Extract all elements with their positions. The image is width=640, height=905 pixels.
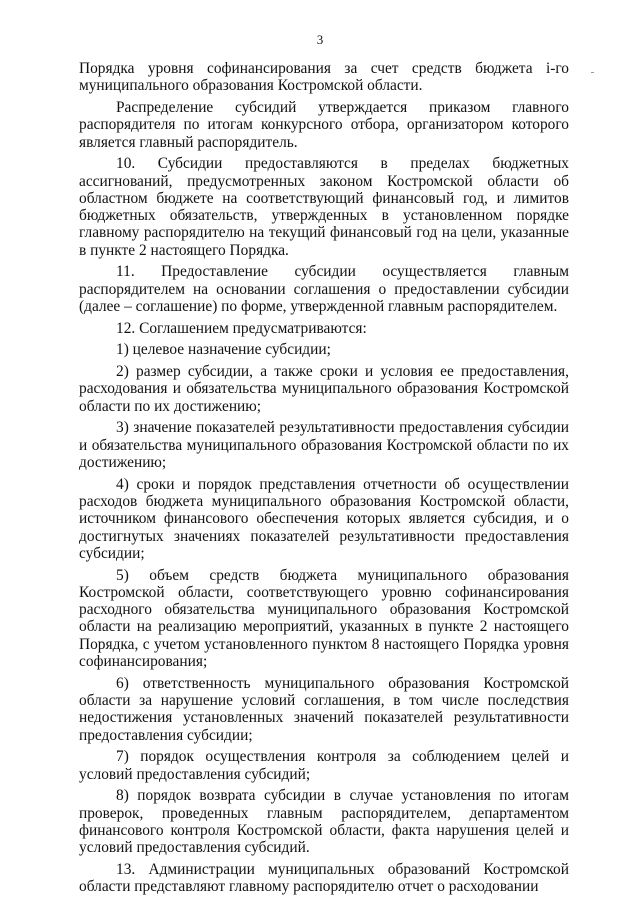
list-item-6: 6) ответственность муниципального образования Костромской области за нарушение условий соглашения, в том числе последствия недостижения установленных значений показателей результативности предоставления субсидии; (79, 674, 569, 744)
list-item-8: 8) порядок возврата субсидии в случае установления по итогам проверок, проведенных главным распорядителем, департаментом финансового контроля Костромской области, факта нарушения целей и условий предоставления субсидий. (79, 787, 569, 857)
scan-artifact (591, 72, 594, 73)
list-item-7: 7) порядок осуществления контроля за соблюдением целей и условий предоставления субсидий; (79, 748, 569, 783)
paragraph-distribution: Распределение субсидий утверждается приказом главного распорядителя по итогам конкурсного отбора, организатором которого является главный распорядитель. (79, 98, 569, 151)
paragraph-continuation: Порядка уровня софинансирования за счет средств бюджета i-го муниципального образования Костромской области. (79, 60, 569, 95)
list-item-3: 3) значение показателей результативности предоставления субсидии и обязательства муниципального образования Костромской области по их достижению; (79, 419, 569, 471)
paragraph-item-12: 12. Соглашением предусматриваются: (116, 319, 367, 337)
list-item-5: 5) объем средств бюджета муниципального образования Костромской области, соответствующего уровню софинансирования расходного обязательства муниципального образования Костромской области на реализацию мероприятий, указанных в пункте 2 настоящего Порядка, с учетом установленного пунктом 8 настоящего Порядка уровня софинансирования; (79, 566, 569, 671)
list-item-4: 4) сроки и порядок представления отчетности об осуществлении расходов бюджета муниципального образования Костромской области, источником финансового обеспечения которых является субсидия, и о достигнутых значениях показателей результативности предоставления субсидии; (79, 475, 569, 562)
document-body (79, 60, 569, 895)
paragraph-item-10: 10. Субсидии предоставляются в пределах бюджетных ассигнований, предусмотренных законом Костромской области об областном бюджете на соответствующий финансовый год, и лимитов бюджетных обязательств, утвержденных в установленном порядке главному распорядителю на текущий финансовый год на цели, указанные в пункте 2 настоящего Порядка. (79, 155, 569, 259)
paragraph-item-11: 11. Предоставление субсидии осуществляется главным распорядителем на основании соглашения о предоставлении субсидии (далее – соглашение) по форме, утвержденной главным распорядителем. (79, 263, 569, 316)
page-number: 3 (316, 32, 324, 47)
list-item-1: 1) целевое назначение субсидии; (116, 341, 331, 359)
list-item-2: 2) размер субсидии, а также сроки и условия ее предоставления, расходования и обязательства муниципального образования Костромской области по их достижению; (79, 363, 569, 415)
paragraph-item-13: 13. Администрации муниципальных образований Костромской области представляют главному распорядителю отчет о расходовании (79, 860, 569, 896)
